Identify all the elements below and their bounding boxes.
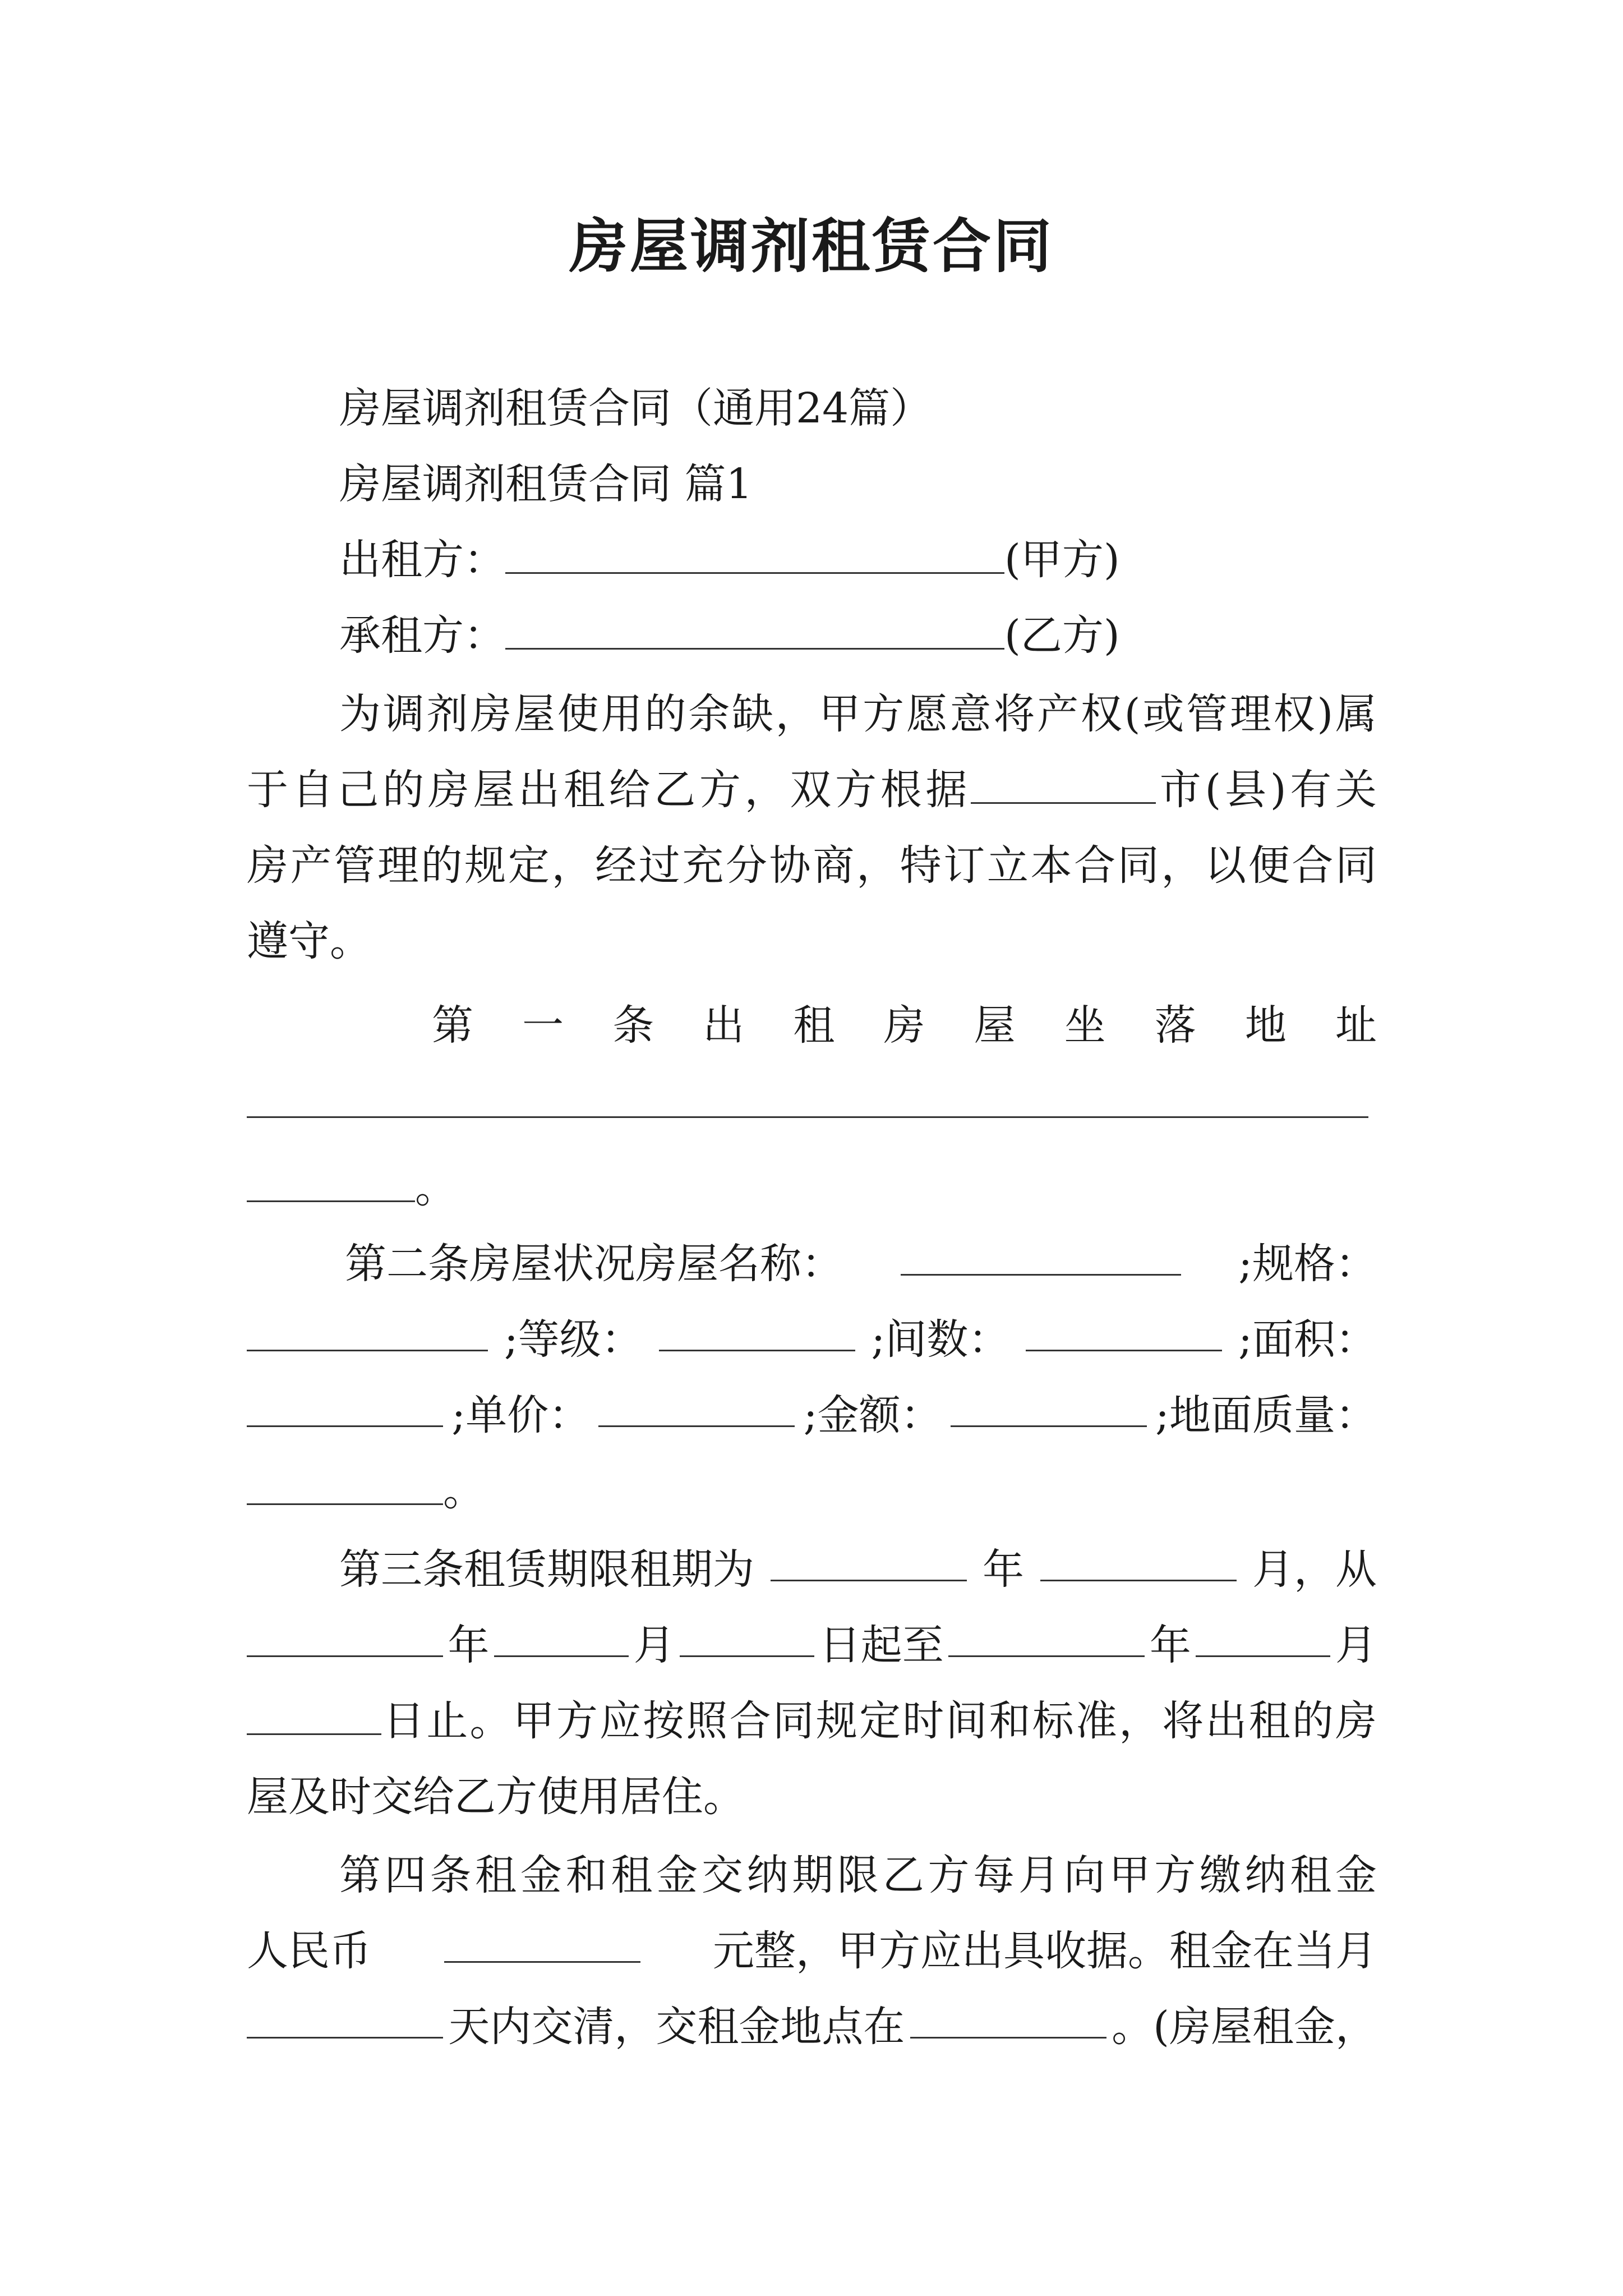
area-blank [247, 1388, 443, 1427]
rmb-label: 人民币 [247, 1927, 371, 1975]
house-name-blank [901, 1237, 1181, 1276]
rooms-blank [1026, 1313, 1222, 1351]
area-label: ;面积： [1238, 1315, 1377, 1364]
article-4-line-3-end: 。(房屋租金， [1112, 2003, 1377, 2051]
intro-line-4: 遵守。 [247, 917, 371, 965]
article-4-line-2-text: 元整，甲方应出具收据。租金在当月 [713, 1927, 1377, 1975]
spec-blank [247, 1313, 488, 1351]
term-months-blank [1040, 1543, 1237, 1581]
end-year-blank [948, 1618, 1145, 1657]
article-4-line-3 [247, 2000, 1377, 2054]
lessee-label: 承租方： [339, 611, 505, 660]
article-1-char: 条 [612, 1001, 654, 1050]
article-1-char: 出 [703, 1001, 745, 1050]
article-2-line-1 [345, 1237, 1377, 1291]
lessee-line [339, 609, 1377, 662]
article-1-char: 地 [1244, 1001, 1287, 1050]
intro-line-2 [247, 763, 1377, 817]
article-1-char: 房 [883, 1001, 925, 1050]
article-4-line-2 [247, 1924, 1377, 1978]
start-month-unit: 月 [633, 1621, 675, 1669]
floor-quality-blank [247, 1466, 443, 1505]
article-1-address-blank [247, 1116, 1368, 1118]
article-2-house-name-label: 第二条房屋状况房屋名称： [345, 1240, 843, 1288]
payment-days-blank [247, 2000, 443, 2039]
amount-label: ;金额： [803, 1391, 942, 1439]
article-1-char: 一 [522, 1001, 564, 1050]
lessee-blank [505, 611, 1004, 650]
article-1-char: 落 [1154, 1001, 1196, 1050]
start-day-until: 日起至 [819, 1621, 944, 1669]
article-1-char: 坐 [1064, 1001, 1106, 1050]
document-subtitle: 房屋调剂租赁合同（通用24篇） [339, 384, 932, 432]
unit-price-label: ;单价： [451, 1391, 591, 1439]
article-1-address-blank-2 [247, 1163, 415, 1202]
intro-line-1: 为调剂房屋使用的余缺，甲方愿意将产权(或管理权)属 [339, 690, 1377, 738]
grade-blank [659, 1313, 855, 1351]
start-year-unit: 年 [448, 1621, 490, 1669]
article-3-line-1 [339, 1543, 1377, 1596]
article-3-line-3-text: 日止。甲方应按照合同规定时间和标准，将出租的房 [381, 1697, 1377, 1745]
lease-term-label: 第三条租赁期限租期为 [339, 1545, 754, 1594]
end-month-unit: 月 [1335, 1621, 1377, 1669]
article-4-line-1: 第四条租金和租金交纳期限乙方每月向甲方缴纳租金 [339, 1851, 1377, 1899]
article-1-char: 址 [1335, 1001, 1377, 1050]
article-1-char: 屋 [974, 1001, 1016, 1050]
article-2-end: 。 [443, 1467, 485, 1515]
start-month-blank [494, 1618, 629, 1657]
payment-place-label: 天内交清，交租金地点在 [448, 2003, 905, 2051]
article-1-char: 第 [432, 1001, 473, 1050]
term-year-unit: 年 [983, 1545, 1024, 1594]
article-2-line-2 [247, 1313, 1377, 1366]
grade-label: ;等级： [504, 1315, 643, 1364]
article-3-line-4: 屋及时交给乙方使用居住。 [247, 1773, 745, 1821]
end-month-blank [1196, 1618, 1330, 1657]
article-2-spec-label: ;规格： [1238, 1240, 1377, 1288]
section-heading: 房屋调剂租赁合同 篇1 [339, 460, 753, 508]
article-2-line-3 [247, 1388, 1377, 1442]
lessor-label: 出租方： [339, 536, 505, 584]
lessor-line [339, 533, 1377, 587]
lessor-suffix: (甲方) [1004, 536, 1120, 584]
article-1-heading [432, 999, 1377, 1052]
end-day-blank [247, 1696, 381, 1735]
intro-line-3: 房产管理的规定，经过充分协商，特订立本合同，以便合同 [247, 841, 1377, 890]
article-3-line-2 [247, 1618, 1377, 1672]
end-year-unit: 年 [1149, 1621, 1191, 1669]
unit-price-blank [598, 1388, 795, 1427]
term-years-blank [771, 1543, 967, 1581]
article-2-line-4 [247, 1464, 1377, 1518]
lessor-blank [505, 535, 1004, 574]
article-3-line-3 [247, 1694, 1377, 1748]
article-1-char: 租 [793, 1001, 835, 1050]
payment-place-blank [910, 2000, 1106, 2039]
start-year-blank [247, 1618, 443, 1657]
intro-line-2-text: 于自己的房屋出租给乙方，双方根据 [247, 766, 971, 814]
amount-blank [951, 1388, 1147, 1427]
floor-quality-label: ;地面质量： [1155, 1391, 1377, 1439]
article-1-end: 。 [415, 1164, 457, 1212]
rooms-label: ;间数： [871, 1315, 1010, 1364]
lessee-suffix: (乙方) [1004, 611, 1120, 660]
city-blank [971, 765, 1156, 804]
start-day-blank [680, 1618, 814, 1657]
article-1-end-line [247, 1161, 1377, 1215]
intro-line-2-suffix: 市(县)有关 [1156, 766, 1377, 814]
document-title: 房屋调剂租赁合同 [569, 211, 1054, 280]
term-month-from: 月，从 [1252, 1545, 1377, 1594]
rent-amount-blank [444, 1924, 640, 1963]
